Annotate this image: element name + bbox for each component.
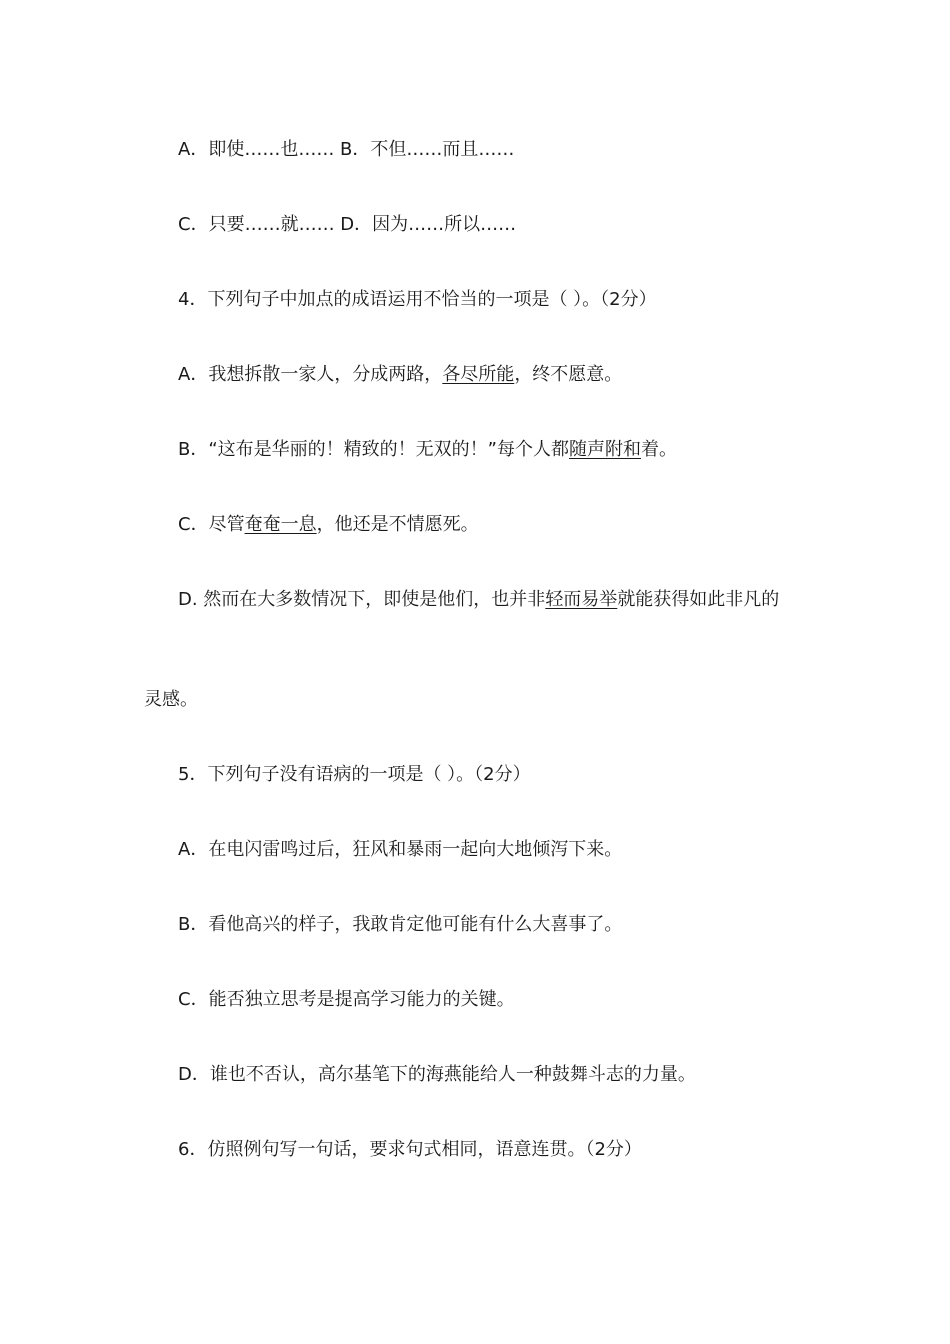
q4-a-text-after: ，终不愿意。 xyxy=(514,364,623,385)
q4-option-d-continuation: 灵感。 xyxy=(144,689,198,710)
q4-b-text-after: 着。 xyxy=(641,439,677,460)
q4-c-text-before: C．尽管 xyxy=(178,514,245,535)
q5-option-b: B．看他高兴的样子，我敢肯定他可能有什么大喜事了。 xyxy=(178,914,623,935)
q3-options-ab: A．即使……也…… B．不但……而且…… xyxy=(178,139,515,160)
q4-option-a xyxy=(178,363,622,387)
q4-option-d xyxy=(178,588,779,612)
q5-option-c: C．能否独立思考是提高学习能力的关键。 xyxy=(178,989,515,1010)
q4-option-b xyxy=(178,438,677,462)
q3-options-cd: C．只要……就…… D．因为……所以…… xyxy=(178,214,517,235)
q4-d-text-after: 就能获得如此非凡的 xyxy=(617,589,780,610)
q4-c-text-after: ，他还是不情愿死。 xyxy=(316,514,479,535)
q4-b-text-before: B．“这布是华丽的！精致的！无双的！”每个人都 xyxy=(178,439,569,460)
q5-option-a: A．在电闪雷鸣过后，狂风和暴雨一起向大地倾泻下来。 xyxy=(178,839,623,860)
q5-option-d: D．谁也不否认，高尔基笔下的海燕能给人一种鼓舞斗志的力量。 xyxy=(178,1064,696,1085)
q4-d-text-before: D. 然而在大多数情况下，即使是他们，也并非 xyxy=(178,589,546,610)
q4-a-idiom: 各尽所能 xyxy=(442,364,515,385)
q4-d-idiom: 轻而易举 xyxy=(545,589,618,610)
q4-b-idiom: 随声附和 xyxy=(569,439,641,460)
q4-a-text-before: A．我想拆散一家人，分成两路， xyxy=(178,364,443,385)
q6-stem: 6．仿照例句写一句话，要求句式相同，语意连贯。（2分） xyxy=(178,1139,642,1160)
q4-c-idiom: 奄奄一息 xyxy=(244,514,317,535)
q5-stem: 5．下列句子没有语病的一项是（ ）。（2分） xyxy=(178,764,531,785)
q4-stem: 4．下列句子中加点的成语运用不恰当的一项是（ ）。（2分） xyxy=(178,289,657,310)
q4-option-c xyxy=(178,513,479,537)
